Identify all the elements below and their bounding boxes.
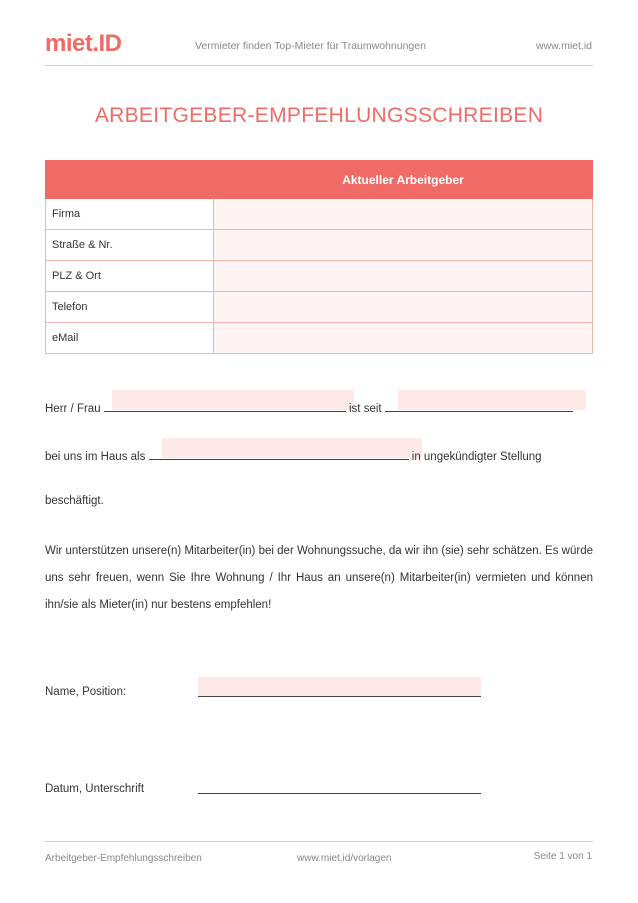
label-bei-uns: bei uns im Haus als — [45, 451, 146, 463]
line-name-position — [198, 686, 481, 700]
label-herr-frau: Herr / Frau — [45, 403, 101, 415]
line-date-signature — [198, 783, 481, 797]
table-header: Aktueller Arbeitgeber — [214, 161, 593, 199]
row-label-strasse: Straße & Nr. — [46, 230, 214, 261]
strasse-field[interactable] — [214, 230, 593, 261]
row-label-email: eMail — [46, 323, 214, 354]
row-label-telefon: Telefon — [46, 292, 214, 323]
table-row — [46, 292, 593, 323]
footer-divider — [45, 841, 593, 842]
label-ungekuendigt: in ungekündigter Stellung — [411, 451, 542, 463]
table-row — [46, 261, 593, 292]
body-paragraph: Wir unterstützen unsere(n) Mitarbeiter(in) bei der Wohnungssuche, da wir ihn (sie) sehr schätzen. Es würde uns sehr freuen, wenn Sie Ihre Wohnung / Ihr Haus an unsere(n) Mitarbeiter(in) vermieten und können ihn/sie als Mieter(in) nur bestens empfehlen! — [45, 545, 593, 611]
line-bei-uns — [45, 449, 542, 463]
header-tagline: Vermieter finden Top-Mieter für Traumwohnungen — [195, 40, 426, 52]
table-row — [46, 199, 593, 230]
row-label-firma: Firma — [46, 199, 214, 230]
document-title: ARBEITGEBER-EMPFEHLUNGSSCHREIBEN — [94, 104, 544, 127]
blank-date-signature — [198, 783, 481, 794]
telefon-field[interactable] — [214, 292, 593, 323]
table-header-blank — [46, 161, 214, 199]
plz-ort-field[interactable] — [214, 261, 593, 292]
logo: miet.ID — [45, 30, 122, 57]
footer-doc-name: Arbeitgeber-Empfehlungsschreiben — [45, 853, 202, 864]
row-label-plz-ort: PLZ & Ort — [46, 261, 214, 292]
email-field[interactable] — [214, 323, 593, 354]
firma-field[interactable] — [214, 199, 593, 230]
line-herr-frau — [45, 401, 573, 415]
table-row — [46, 323, 593, 354]
label-ist-seit: ist seit — [349, 403, 382, 415]
label-date-signature: Datum, Unterschrift — [45, 783, 145, 795]
blank-since — [385, 401, 573, 412]
header-website: www.miet.id — [535, 40, 592, 52]
table-row — [46, 230, 593, 261]
footer-link[interactable]: www.miet.id/vorlagen — [297, 853, 392, 864]
blank-position — [149, 449, 409, 460]
header-divider — [45, 65, 593, 66]
label-beschaeftigt: beschäftigt. — [45, 495, 104, 507]
employer-table — [45, 160, 593, 354]
footer-page-number: Seite 1 von 1 — [533, 851, 592, 862]
blank-name-position — [198, 686, 481, 697]
blank-name — [104, 401, 346, 412]
label-name-position: Name, Position: — [45, 686, 127, 698]
